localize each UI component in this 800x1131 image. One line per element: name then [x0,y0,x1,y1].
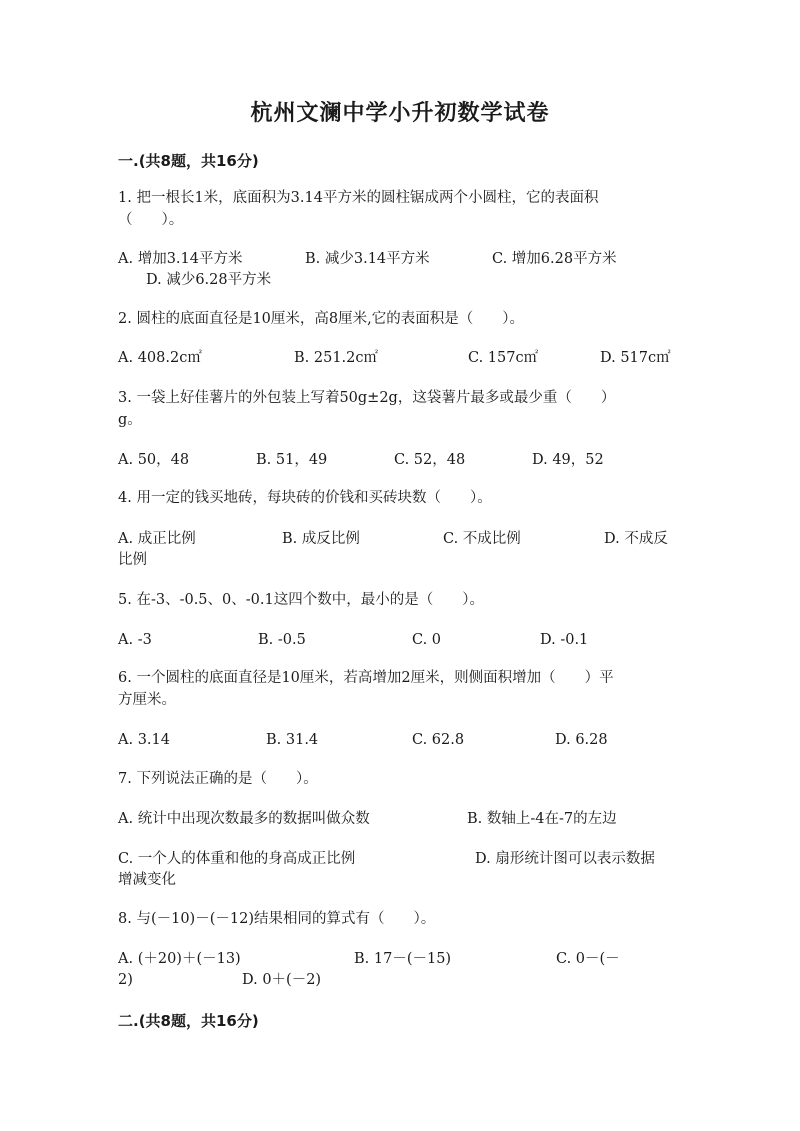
question-4-option-d: D. 不成反 [604,531,668,547]
question-6-option-c: C. 62.8 [412,732,465,748]
question-4-option-a: A. 成正比例 [118,531,196,547]
question-4-option-b: B. 成反比例 [282,531,360,547]
question-3-option-a: A. 50，48 [118,452,190,468]
question-2-option-b: B. 251.2c㎡ [294,350,379,366]
question-3-option-d: D. 49，52 [532,452,604,468]
question-1-stem-line-2: （ ）。 [118,212,184,228]
question-7-stem: 7. 下列说法正确的是（ ）。 [118,771,318,787]
question-6-stem-line-1: 6. 一个圆柱的底面直径是10厘米，若高增加2厘米，则侧面积增加（ ）平 [118,670,614,686]
question-7-option-a: A. 统计中出现次数最多的数据叫做众数 [118,811,370,827]
question-5-option-a: A. -3 [118,632,152,648]
question-8-option-d: D. 0＋(－2) [242,972,322,988]
question-7-option-c: C. 一个人的体重和他的身高成正比例 [118,851,356,867]
question-6-option-d: D. 6.28 [555,732,608,748]
question-1-option-c: C. 增加6.28平方米 [492,251,617,267]
question-5-option-b: B. -0.5 [258,632,306,648]
exam-title: 杭州文澜中学小升初数学试卷 [250,101,550,126]
question-8-option-a: A. (＋20)＋(－13) [118,951,241,967]
question-7-option-d-continued: 增减变化 [118,872,176,888]
question-1-option-a: A. 增加3.14平方米 [118,251,243,267]
question-2-stem: 2. 圆柱的底面直径是10厘米，高8厘米,它的表面积是（ ）。 [118,311,524,327]
question-8-stem: 8. 与(－10)－(－12)结果相同的算式有（ ）。 [118,911,436,927]
section-heading-1: 一.(共8题，共16分) [118,152,259,170]
question-6-stem-line-2: 方厘米。 [118,692,176,708]
question-1-option-d: D. 减少6.28平方米 [146,272,272,288]
question-5-option-c: C. 0 [412,632,442,648]
question-6-option-a: A. 3.14 [118,732,170,748]
question-5-option-d: D. -0.1 [540,632,589,648]
question-2-option-a: A. 408.2c㎡ [118,350,202,366]
question-4-option-d-continued: 比例 [118,552,147,568]
question-4-option-c: C. 不成比例 [443,531,521,547]
question-6-option-b: B. 31.4 [266,732,319,748]
question-3-stem-line-2: g。 [118,412,142,428]
question-1-option-b: B. 减少3.14平方米 [305,251,430,267]
question-3-stem-line-1: 3. 一袋上好佳薯片的外包装上写着50g±2g，这袋薯片最多或最少重（ ） [118,390,616,406]
question-2-option-d: D. 517c㎡ [600,350,671,366]
question-4-stem: 4. 用一定的钱买地砖，每块砖的价钱和买砖块数（ ）。 [118,490,492,506]
section-heading-2: 二.(共8题，共16分) [118,1012,259,1030]
question-8-option-c: C. 0－(－ [556,951,620,967]
question-3-option-b: B. 51，49 [256,452,328,468]
question-8-option-c-continued: 2) [118,972,133,988]
question-8-option-b: B. 17－(－15) [354,951,452,967]
question-2-option-c: C. 157c㎡ [468,350,539,366]
question-7-option-d: D. 扇形统计图可以表示数据 [475,851,655,867]
question-7-option-b: B. 数轴上-4在-7的左边 [467,811,617,827]
question-5-stem: 5. 在-3、-0.5、0、-0.1这四个数中，最小的是（ ）。 [118,592,484,608]
question-1-stem-line-1: 1. 把一根长1米，底面积为3.14平方米的圆柱锯成两个小圆柱，它的表面积 [118,190,599,206]
question-3-option-c: C. 52，48 [394,452,466,468]
